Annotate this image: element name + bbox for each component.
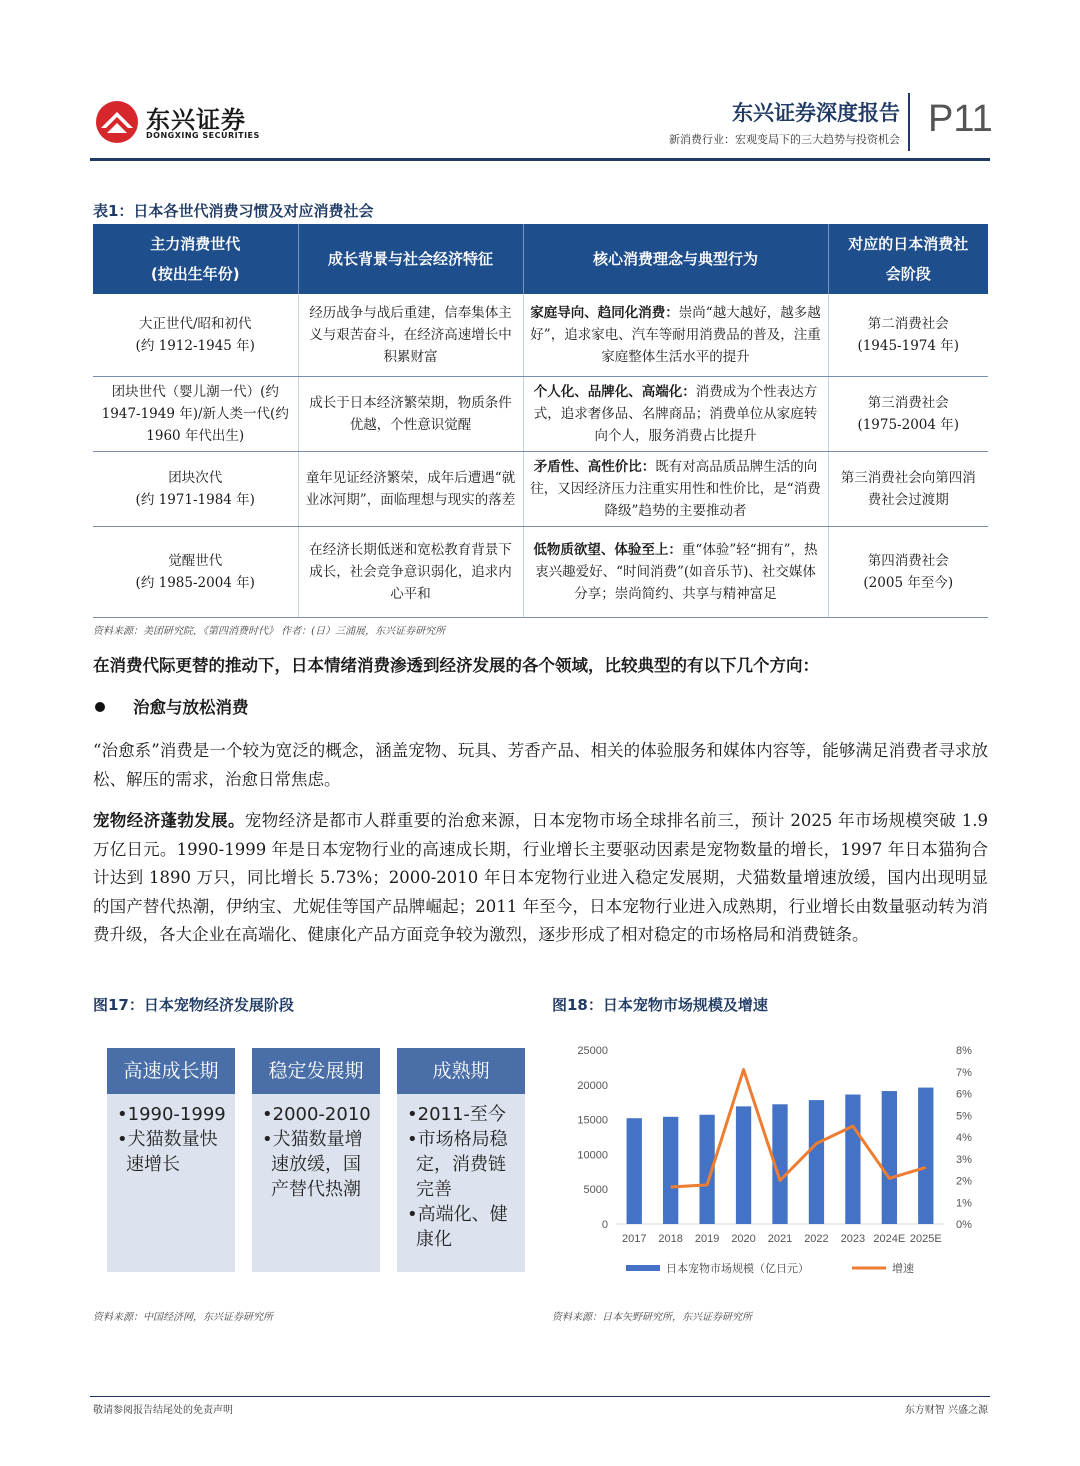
- figure18-caption: 图18：日本宠物市场规模及增速: [552, 996, 768, 1014]
- legend-bar-swatch: [626, 1265, 660, 1271]
- stage-box-mature: [397, 1048, 525, 1272]
- cell-stage: 第三消费社会向第四消费社会过渡期: [828, 452, 988, 527]
- x-tick-label: 2023: [840, 1233, 866, 1245]
- cell-behavior: 个人化、品牌化、高端化：消费成为个性表达方式，追求奢侈品、名牌商品；消费单位从家庭转向个人，服务消费占比提升: [523, 377, 828, 452]
- intro-paragraph: 在消费代际更替的推动下，日本情绪消费渗透到经济发展的各个领域，比较典型的有以下几个方向：: [93, 656, 819, 675]
- header-rule: [90, 158, 990, 161]
- cell-background: 经历战争与战后重建，信奉集体主义与艰苦奋斗，在经济高速增长中积累财富: [298, 294, 523, 377]
- logo-english-text: DONGXING SECURITIES: [146, 131, 260, 140]
- right-tick-label: 3%: [956, 1153, 972, 1166]
- footer-slogan: 东方财智 兴盛之源: [904, 1405, 988, 1416]
- pet-market-chart: [552, 1030, 992, 1290]
- table-caption: 表1：日本各世代消费习惯及对应消费社会: [93, 202, 374, 220]
- cell-stage: 第四消费社会 (2005 年至今): [828, 527, 988, 618]
- left-tick-label: 25000: [577, 1045, 608, 1057]
- header-generation: 主力消费世代 (按出生年份): [93, 224, 298, 294]
- bullet-icon: [95, 702, 105, 712]
- stage-item: •犬猫数量快速增长: [117, 1129, 218, 1175]
- left-tick-label: 10000: [577, 1149, 608, 1162]
- cell-behavior: 矛盾性、高性价比：既有对高品质品牌生活的向往，又因经济压力注重实用性和性价比，是“消费降级”趋势的主要推动者: [523, 452, 828, 527]
- footer-disclaimer: 敬请参阅报告结尾处的免责声明: [93, 1405, 233, 1416]
- bar: [845, 1095, 860, 1224]
- right-tick-label: 4%: [956, 1132, 972, 1144]
- report-title: 东兴证券深度报告: [732, 101, 900, 125]
- bar: [627, 1118, 642, 1224]
- right-tick-label: 6%: [956, 1088, 972, 1101]
- stage-item: •市场格局稳定，消费链完善: [407, 1129, 508, 1200]
- left-tick-label: 5000: [583, 1184, 608, 1197]
- bar: [809, 1100, 824, 1224]
- cell-stage: 第三消费社会 (1975-2004 年): [828, 377, 988, 452]
- legend-bar-label: 日本宠物市场规模（亿日元）: [666, 1262, 809, 1275]
- table-row: [93, 452, 988, 527]
- right-tick-label: 7%: [956, 1066, 972, 1079]
- x-tick-label: 2017: [621, 1233, 647, 1245]
- header-behavior: 核心消费理念与典型行为: [523, 224, 828, 294]
- table-row: [93, 527, 988, 618]
- stage-item: •犬猫数量增速放缓，国产替代热潮: [262, 1129, 363, 1200]
- x-tick-label: 2018: [658, 1233, 683, 1245]
- cell-background: 在经济长期低迷和宽松教育背景下成长，社会竞争意识弱化，追求内心平和: [298, 527, 523, 618]
- pet-paragraph: 宠物经济蓬勃发展。宠物经济是都市人群重要的治愈来源，日本宠物市场全球排名前三，预计 2025 年市场规模突破 1.9 万亿日元。1990-1999 年是日本宠物行业的高速成长期，行业增长主要驱动因素是宠物数量的增长，1997 年日本猫狗合计达到 1890 万只，同比增长 5.73%；2000-2010 年日本宠物行业进入稳定发展期，犬猫数量增速放缓，国内出现明显的国产替代热潮，伊纳宝、尤妮佳等国产品牌崛起；2011 年至今，日本宠物行业进入成熟期，行业增长由数量驱动转为消费升级，各大企业在高端化、健康化产品方面竞争较为激烈，逐步形成了相对稳定的市场格局和消费链条。: [93, 811, 988, 944]
- stage-item: •2011-至今: [407, 1104, 506, 1125]
- cell-generation: 团块次代 (约 1971-1984 年): [93, 452, 298, 527]
- bar: [663, 1117, 678, 1224]
- left-tick-label: 0: [601, 1219, 608, 1231]
- header-background: 成长背景与社会经济特征: [298, 224, 523, 294]
- cell-background: 成长于日本经济繁荣期，物质条件优越，个性意识觉醒: [298, 377, 523, 452]
- figure17-caption: 图17：日本宠物经济发展阶段: [93, 996, 294, 1014]
- right-tick-label: 8%: [956, 1045, 972, 1057]
- cell-behavior: 低物质欲望、体验至上：重“体验”轻“拥有”，热衷兴趣爱好、“时间消费”(如音乐节)、社交媒体分享；崇尚简约、共享与精神富足: [523, 527, 828, 618]
- table-row: [93, 377, 988, 452]
- generation-table: [93, 224, 988, 618]
- x-tick-label: 2019: [694, 1233, 720, 1245]
- x-tick-label: 2022: [804, 1233, 829, 1245]
- x-tick-label: 2025E: [909, 1233, 942, 1245]
- cell-behavior: 家庭导向、趋同化消费：崇尚“越大越好，越多越好”，追求家电、汽车等耐用消费品的普及，注重家庭整体生活水平的提升: [523, 294, 828, 377]
- legend-line-label: 增速: [892, 1262, 914, 1275]
- cell-stage: 第二消费社会 (1945-1974 年): [828, 294, 988, 377]
- right-tick-label: 0%: [956, 1219, 972, 1231]
- cell-generation: 觉醒世代 (约 1985-2004 年): [93, 527, 298, 618]
- bar: [882, 1091, 897, 1224]
- stage-item: •2000-2010: [262, 1104, 371, 1125]
- stage-item: •1990-1999: [117, 1104, 226, 1125]
- bar: [918, 1088, 933, 1224]
- x-tick-label: 2021: [767, 1233, 793, 1245]
- left-tick-label: 15000: [577, 1114, 608, 1127]
- stage-box-stable: [252, 1048, 380, 1272]
- dongxing-logo-icon: [95, 100, 139, 144]
- bullet-heading: 治愈与放松消费: [133, 698, 249, 717]
- stage-box-high-growth: [107, 1048, 235, 1272]
- healing-paragraph: “治愈系”消费是一个较为宽泛的概念，涵盖宠物、玩具、芳香产品、相关的体验服务和媒体内容等，能够满足消费者寻求放松、解压的需求，治愈日常焦虑。: [93, 741, 988, 789]
- right-tick-label: 5%: [956, 1110, 972, 1123]
- figure17-source: 资料来源：中国经济网，东兴证券研究所: [93, 1312, 273, 1323]
- bar: [736, 1106, 751, 1224]
- right-tick-label: 2%: [956, 1175, 972, 1188]
- stage-item: •高端化、健康化: [407, 1204, 508, 1250]
- x-tick-label: 2024E: [873, 1233, 906, 1245]
- header-stage: 对应的日本消费社 会阶段: [828, 224, 988, 294]
- figure18-source: 资料来源：日本矢野研究所，东兴证券研究所: [552, 1312, 752, 1323]
- table-row: [93, 294, 988, 377]
- cell-generation: 大正世代/昭和初代 (约 1912-1945 年): [93, 294, 298, 377]
- cell-generation: 团块世代（婴儿潮一代）(约 1947-1949 年)/新人类一代(约 1960 年代出生): [93, 377, 298, 452]
- report-subtitle: 新消费行业：宏观变局下的三大趋势与投资机会: [669, 133, 900, 146]
- header-divider: [908, 93, 910, 151]
- table-header-row: [93, 224, 988, 294]
- x-tick-label: 2020: [731, 1233, 756, 1245]
- left-tick-label: 20000: [577, 1079, 608, 1092]
- right-tick-label: 1%: [956, 1197, 972, 1210]
- logo-text: 东兴证券: [146, 106, 246, 134]
- stage-title: 高速成长期: [107, 1048, 235, 1094]
- table-source: 资料来源：美团研究院，《第四消费时代》 作者：(日）三浦展，东兴证券研究所: [93, 626, 446, 637]
- footer-rule: [90, 1396, 990, 1397]
- page-number: P11: [928, 98, 993, 140]
- stage-title: 成熟期: [397, 1048, 525, 1094]
- cell-background: 童年见证经济繁荣，成年后遭遇“就业冰河期”，面临理想与现实的落差: [298, 452, 523, 527]
- stage-title: 稳定发展期: [252, 1048, 380, 1094]
